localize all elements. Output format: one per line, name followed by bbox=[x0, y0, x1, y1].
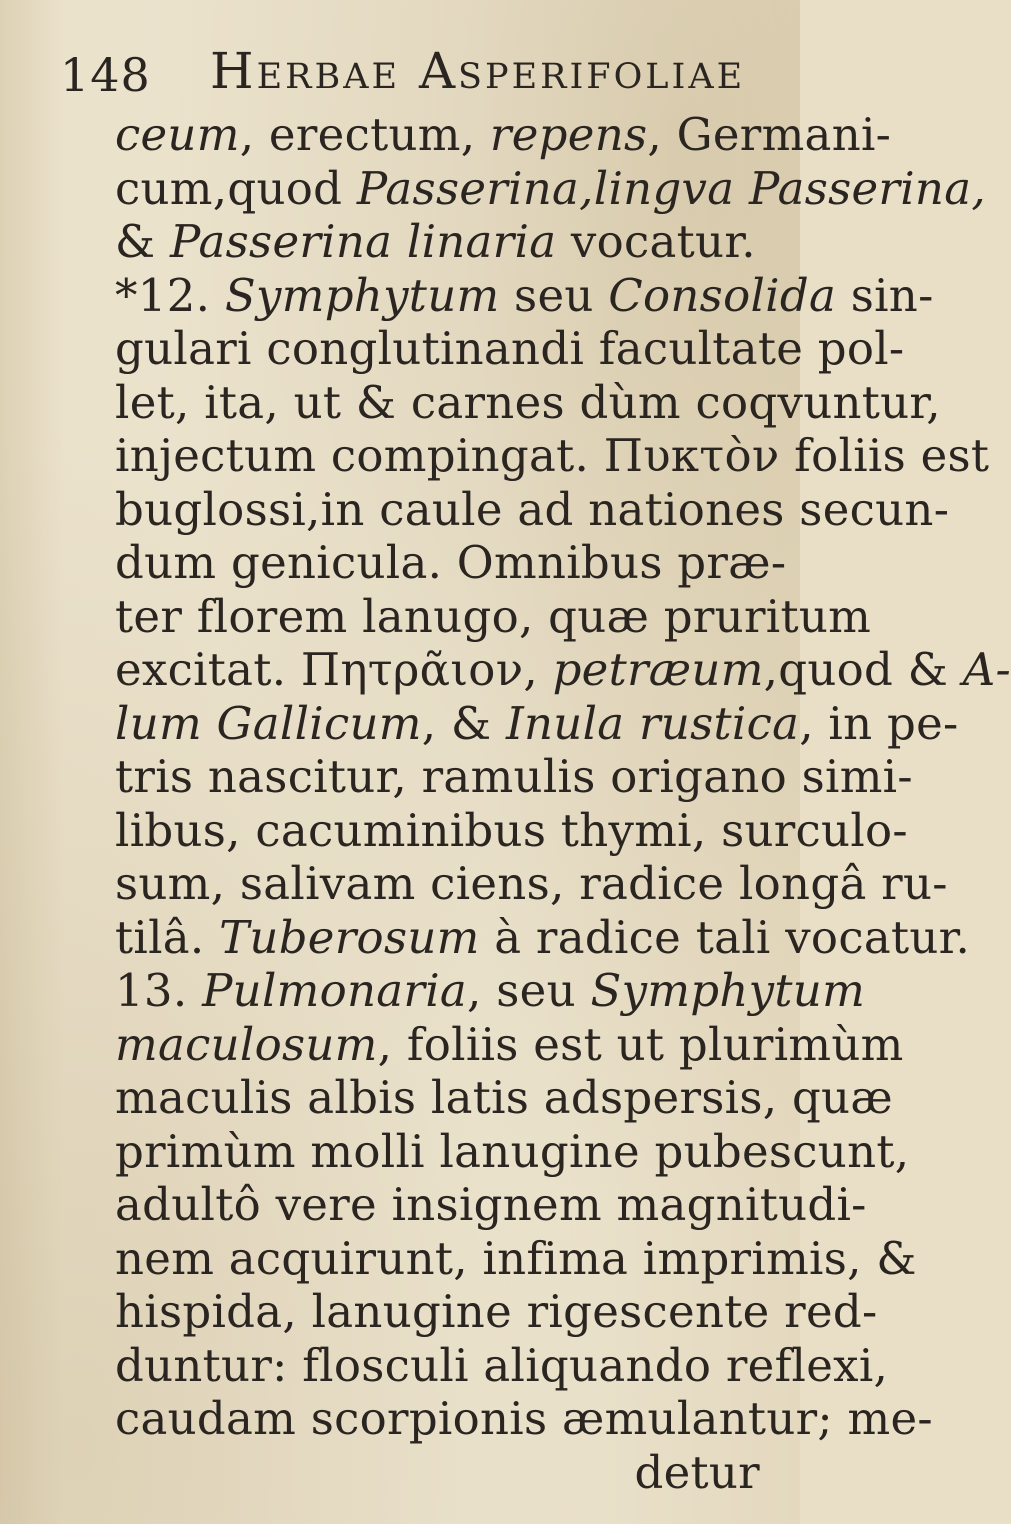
page-header bbox=[60, 38, 760, 108]
text-segment: dum genicula. Omnibus præ- bbox=[115, 536, 787, 589]
text-segment: vocatur. bbox=[556, 215, 756, 268]
text-line bbox=[115, 1338, 889, 1393]
text-segment: Symphytum bbox=[590, 964, 866, 1017]
text-segment: , Germani- bbox=[647, 108, 892, 161]
text-segment: tilâ. bbox=[115, 910, 220, 964]
text-segment: excitat. bbox=[115, 643, 301, 696]
text-segment: tris nascitur, ramulis origano simi- bbox=[115, 750, 913, 803]
text-segment: sum, salivam ciens, radice longâ ru- bbox=[115, 857, 948, 910]
text-line bbox=[115, 1446, 790, 1500]
text-segment: libus, cacuminibus thymi, surculo- bbox=[115, 803, 908, 857]
text-line bbox=[115, 1231, 917, 1286]
text-segment: à radice tali vocatur. bbox=[479, 910, 971, 964]
text-line bbox=[115, 536, 790, 590]
text-line bbox=[115, 803, 908, 858]
text-segment: injectum compingat. bbox=[115, 429, 604, 482]
text-segment: duntur: flosculi aliquando reflexi, bbox=[115, 1338, 889, 1392]
text-segment: Pulmonaria bbox=[202, 964, 468, 1017]
text-segment: , seu bbox=[467, 964, 591, 1017]
text-segment: , erectum, bbox=[239, 108, 490, 161]
text-line bbox=[115, 429, 990, 483]
text-segment: hispida, lanugine rigescente red- bbox=[115, 1285, 878, 1338]
text-line bbox=[115, 696, 959, 751]
text-segment: foliis est bbox=[779, 429, 990, 482]
text-line bbox=[115, 1285, 878, 1339]
text-line bbox=[115, 161, 986, 216]
text-segment: maculis albis latis adspersis, quæ bbox=[115, 1071, 893, 1124]
text-segment: Passerina,lingva Passerina, bbox=[356, 161, 986, 215]
text-line bbox=[115, 1392, 933, 1446]
text-line bbox=[115, 482, 950, 537]
text-segment: nem acquirunt, infima imprimis, & bbox=[115, 1231, 917, 1285]
text-segment: ter florem lanugo, quæ pruritum bbox=[115, 589, 872, 643]
text-segment: Tuberosum bbox=[219, 910, 480, 964]
text-segment: seu bbox=[499, 268, 609, 322]
running-title: Herbae Asperifoliae bbox=[210, 42, 746, 100]
text-segment: Πυκτὸν bbox=[603, 429, 780, 482]
text-segment: ceum bbox=[115, 108, 240, 161]
text-line bbox=[115, 750, 913, 804]
text-segment: Consolida bbox=[608, 268, 837, 322]
text-line bbox=[115, 857, 948, 911]
text-segment: caudam scorpionis æmulantur; me- bbox=[115, 1392, 933, 1445]
text-line bbox=[115, 1124, 910, 1179]
text-line bbox=[115, 910, 971, 965]
body-text bbox=[115, 108, 1011, 1499]
text-segment: , foliis est ut plurimùm bbox=[377, 1017, 904, 1071]
text-segment: Πητρᾶιον bbox=[300, 643, 524, 696]
text-line bbox=[115, 1071, 893, 1125]
text-segment: A- bbox=[962, 643, 1011, 696]
text-line bbox=[115, 322, 905, 376]
text-segment: petræum bbox=[552, 643, 764, 696]
text-segment: Inula rustica bbox=[505, 696, 800, 750]
text-segment: maculosum bbox=[115, 1017, 378, 1071]
text-segment: , & bbox=[421, 696, 506, 750]
text-segment: gulari conglutinandi facultate pol- bbox=[115, 322, 905, 375]
text-segment: ,quod & bbox=[763, 643, 963, 696]
text-line bbox=[115, 108, 892, 162]
text-segment: , bbox=[523, 643, 553, 696]
text-segment: sin- bbox=[836, 268, 934, 322]
text-line bbox=[115, 268, 934, 323]
text-segment: , in pe- bbox=[799, 696, 959, 750]
text-line bbox=[115, 1178, 867, 1232]
text-segment: primùm molli lanugine pubescunt, bbox=[115, 1124, 910, 1178]
text-segment: let, ita, ut & carnes dùm coqvuntur, bbox=[115, 375, 941, 429]
text-line bbox=[115, 375, 941, 430]
text-segment: repens bbox=[489, 108, 648, 161]
text-segment: Symphytum bbox=[224, 268, 500, 322]
text-line bbox=[115, 964, 866, 1018]
text-line bbox=[115, 589, 872, 644]
page-number: 148 bbox=[60, 48, 151, 102]
text-segment: 13. bbox=[115, 964, 203, 1017]
text-line bbox=[115, 1017, 904, 1072]
text-segment: lum Gallicum bbox=[115, 696, 422, 750]
text-segment: detur bbox=[634, 1445, 760, 1499]
text-segment: adultô vere insignem magnitudi- bbox=[115, 1178, 867, 1231]
text-line bbox=[115, 643, 1011, 697]
text-segment: & bbox=[115, 215, 170, 268]
text-line bbox=[115, 215, 790, 269]
text-segment: buglossi,in caule ad nationes secun- bbox=[115, 482, 950, 536]
text-segment: Passerina linaria bbox=[169, 215, 557, 268]
text-segment: *12. bbox=[115, 268, 225, 322]
text-segment: cum,quod bbox=[115, 161, 357, 215]
